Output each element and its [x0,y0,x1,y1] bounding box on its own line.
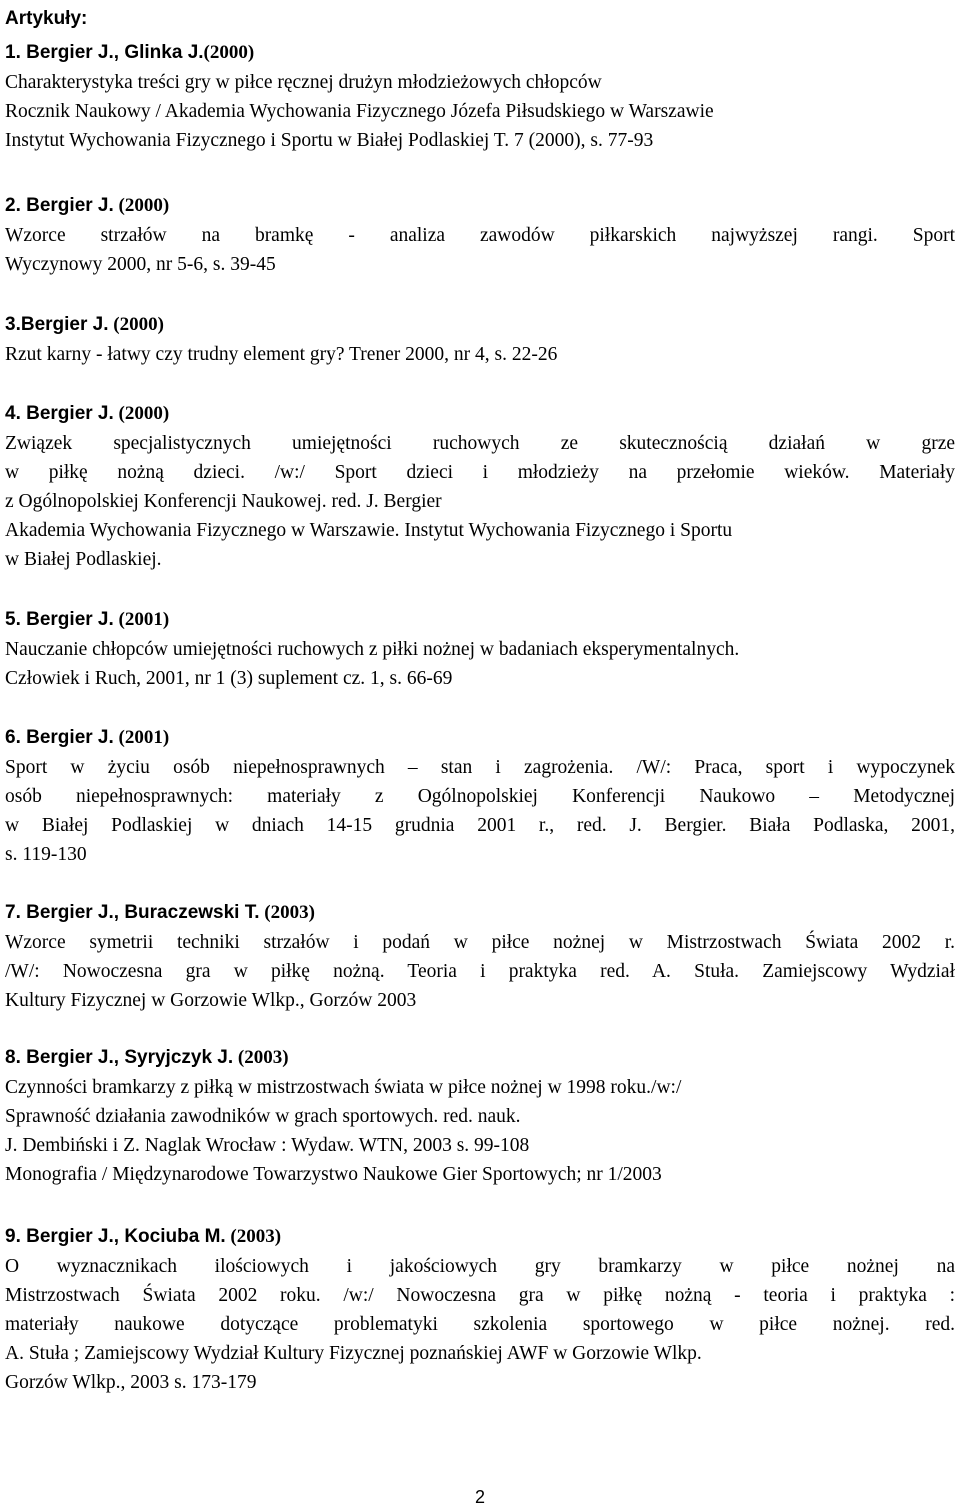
entry-line: Kultury Fizycznej w Gorzowie Wlkp., Gorzów 2003 [5,990,417,1011]
entry-authors: Bergier J. [26,403,114,424]
entry-line: Człowiek i Ruch, 2001, nr 1 (3) suplement cz. 1, s. 66-69 [5,668,453,689]
entry-authors: Bergier J., Syryjczyk J. [26,1047,234,1068]
bibliography-entry-9 [5,1222,955,1397]
entry-heading [5,38,955,68]
entry-heading [5,898,955,928]
entry-authors: Bergier J. [20,314,109,335]
entry-line: Wzorce strzałów na bramkę - analiza zawodów piłkarskich najwyższej rangi. Sport [5,225,955,246]
entry-number: 9. [5,1226,27,1247]
entry-number: 6. [5,727,27,748]
entry-authors: Bergier J., Glinka J. [26,42,204,63]
entry-year: (2000) [108,314,164,335]
entry-line: Wyczynowy 2000, nr 5-6, s. 39-45 [5,254,276,275]
entry-line: O wyznacznikach ilościowych i jakościowych gry bramkarzy w piłce nożnej na [5,1256,955,1277]
entry-year: (2000) [113,403,170,424]
entry-line: Gorzów Wlkp., 2003 s. 173-179 [5,1372,257,1393]
entry-line: /W/: Nowoczesna gra w piłkę nożną. Teoria i praktyka red. A. Stuła. Zamiejscowy Wydział [5,961,955,982]
entry-authors: Bergier J. [26,609,114,630]
entry-line: s. 119-130 [5,844,87,865]
entry-line: Czynności bramkarzy z piłką w mistrzostwach świata w piłce nożnej w 1998 roku./w:/ [5,1077,682,1098]
entry-number: 2. [5,195,27,216]
entry-heading [5,1043,955,1073]
entry-year: (2000) [113,195,170,216]
page-number: 2 [474,1487,485,1507]
bibliography-entry-5 [5,605,955,693]
bibliography-entry-2 [5,191,955,279]
entry-number: 5. [5,609,27,630]
entry-line: J. Dembiński i Z. Naglak Wrocław : Wydaw. WTN, 2003 s. 99-108 [5,1135,530,1156]
entry-year: (2001) [113,727,170,748]
entry-heading [5,399,955,429]
entry-line: Instytut Wychowania Fizycznego i Sportu w Białej Podlaskiej T. 7 (2000), s. 77-93 [5,130,654,151]
entry-year: (2003) [259,902,315,923]
entry-authors: Bergier J. [26,195,114,216]
entry-year: (2000) [203,42,255,63]
bibliography-entry-1 [5,38,955,155]
entry-year: (2003) [233,1047,289,1068]
entry-number: 4. [5,403,27,424]
entry-heading [5,191,955,221]
entry-year: (2003) [225,1226,282,1247]
section-title: Artykuły: [5,8,88,29]
entry-authors: Bergier J., Kociuba M. [26,1226,226,1247]
entry-line: Sprawność działania zawodników w grach sportowych. red. nauk. [5,1106,521,1127]
entry-line: Sport w życiu osób niepełnosprawnych – stan i zagrożenia. /W/: Praca, sport i wypoczynek [5,757,955,778]
entry-line: Nauczanie chłopców umiejętności ruchowych z piłki nożnej w badaniach eksperymentalnych. [5,639,740,660]
entry-number: 3. [5,314,21,335]
entry-number: 1. [5,42,27,63]
entry-line: A. Stuła ; Zamiejscowy Wydział Kultury Fizycznej poznańskiej AWF w Gorzowie Wlkp. [5,1343,702,1364]
entry-heading [5,310,955,340]
entry-line: Akademia Wychowania Fizycznego w Warszawie. Instytut Wychowania Fizycznego i Sportu [5,520,733,541]
entry-heading [5,605,955,635]
entry-line: Mistrzostwach Świata 2002 roku. /w:/ Nowoczesna gra w piłkę nożną - teoria i praktyka : [5,1285,955,1306]
entry-line: osób niepełnosprawnych: materiały z Ogólnopolskiej Konferencji Naukowo – Metodycznej [5,786,955,807]
entry-authors: Bergier J. [26,727,114,748]
entry-line: Charakterystyka treści gry w piłce ręcznej drużyn młodzieżowych chłopców [5,72,602,93]
entry-number: 8. [5,1047,27,1068]
bibliography-entry-3 [5,310,955,369]
entry-heading [5,1222,955,1252]
entry-line: materiały naukowe dotyczące problematyki szkolenia sportowego w piłce nożnej. red. [5,1314,955,1335]
entry-line: Wzorce symetrii techniki strzałów i podań w piłce nożnej w Mistrzostwach Świata 2002 r. [5,932,955,953]
entry-number: 7. [5,902,27,923]
entry-line: Rocznik Naukowy / Akademia Wychowania Fizycznego Józefa Piłsudskiego w Warszawie [5,101,714,122]
entry-line: w Białej Podlaskiej w dniach 14-15 grudnia 2001 r., red. J. Bergier. Biała Podlaska, 2001, [5,815,955,836]
entry-line: w piłkę nożną dzieci. /w:/ Sport dzieci i młodzieży na przełomie wieków. Materiały [5,462,955,483]
entry-line: Rzut karny - łatwy czy trudny element gry? Trener 2000, nr 4, s. 22-26 [5,344,558,365]
bibliography-entry-4 [5,399,955,574]
bibliography-entry-6 [5,723,955,869]
entry-line: z Ogólnopolskiej Konferencji Naukowej. red. J. Bergier [5,491,442,512]
bibliography-entry-8 [5,1043,955,1189]
bibliography-entry-7 [5,898,955,1015]
entry-authors: Bergier J., Buraczewski T. [26,902,260,923]
entry-line: w Białej Podlaskiej. [5,549,162,570]
entry-heading [5,723,955,753]
entry-line: Związek specjalistycznych umiejętności ruchowych ze skutecznością działań w grze [5,433,955,454]
entry-line: Monografia / Międzynarodowe Towarzystwo Naukowe Gier Sportowych; nr 1/2003 [5,1164,662,1185]
entry-year: (2001) [113,609,170,630]
